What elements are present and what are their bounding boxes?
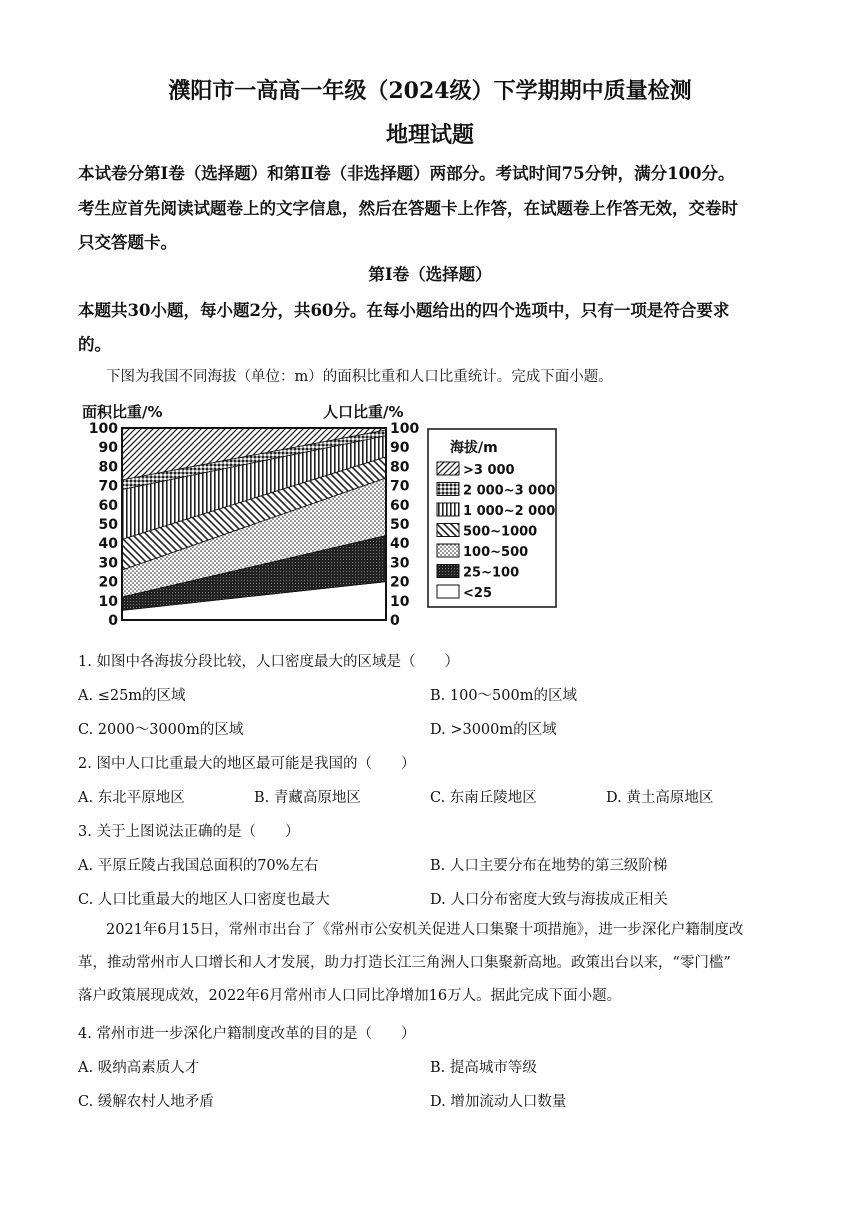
elevation-chart (78, 396, 568, 632)
right-axis-label: 人口比重/% (323, 403, 404, 421)
q1-stem: 1. 如图中各海拔分段比较，人口密度最大的区域是（ ） (78, 654, 459, 670)
right-tick-label: 60 (390, 497, 410, 514)
q2-stem: 2. 图中人口比重最大的地区最可能是我国的（ ） (78, 756, 416, 772)
legend-label: 1 000~2 000 (463, 504, 556, 519)
exam-title: 濮阳市一高高一年级（2024级）下学期期中质量检测 (168, 78, 692, 104)
right-tick-label: 90 (390, 440, 410, 457)
left-axis-label: 面积比重/% (82, 403, 163, 421)
legend-label: 25~100 (463, 565, 520, 581)
legend-label: 100~500 (463, 545, 529, 560)
q4-stem: 4. 常州市进一步深化户籍制度改革的目的是（ ） (78, 1026, 416, 1042)
chart-svg (78, 396, 568, 632)
passage-line-1: 2021年6月15日，常州市出台了《常州市公安机关促进人口集聚十项措施》，进一步深化户籍制度改 (106, 922, 744, 938)
right-tick-label: 50 (390, 517, 410, 533)
q4-option-d[interactable]: D. 增加流动人口数量 (430, 1094, 567, 1110)
left-tick-label: 30 (98, 555, 118, 572)
q3-option-c[interactable]: C. 人口比重最大的地区人口密度也最大 (78, 892, 330, 908)
section-instruction-2: 的。 (78, 335, 111, 354)
legend-swatch (437, 565, 459, 578)
q2-option-d[interactable]: D. 黄土高原地区 (606, 790, 714, 806)
q4-option-a[interactable]: A. 吸纳高素质人才 (78, 1060, 200, 1076)
right-tick-label: 40 (390, 536, 410, 553)
legend-swatch (437, 503, 459, 516)
legend-swatch (437, 462, 459, 475)
legend-swatch (437, 544, 459, 557)
q1-option-d[interactable]: D. >3000m的区域 (430, 722, 557, 738)
q3-option-a[interactable]: A. 平原丘陵占我国总面积的70%左右 (78, 858, 319, 874)
right-tick-label: 20 (390, 574, 410, 591)
q1-option-c[interactable]: C. 2000～3000m的区域 (78, 722, 244, 738)
intro-line-2: 考生应首先阅读试题卷上的文字信息，然后在答题卡上作答，在试题卷上作答无效，交卷时 (78, 199, 738, 218)
section-heading: 第Ⅰ卷（选择题） (368, 265, 492, 284)
intro-line-3: 只交答题卡。 (78, 233, 177, 252)
section-instruction-1: 本题共30小题，每小题2分，共60分。在每小题给出的四个选项中，只有一项是符合要求 (78, 301, 730, 320)
legend-label: >3 000 (463, 463, 515, 478)
q3-option-d[interactable]: D. 人口分布密度大致与海拔成正相关 (430, 892, 668, 908)
q3-option-b[interactable]: B. 人口主要分布在地势的第三级阶梯 (430, 858, 668, 874)
left-tick-label: 100 (88, 421, 118, 437)
legend-swatch (437, 524, 459, 537)
q2-option-a[interactable]: A. 东北平原地区 (78, 790, 185, 806)
right-tick-label: 10 (390, 593, 410, 610)
right-tick-label: 80 (390, 459, 410, 476)
legend-swatch (437, 483, 459, 496)
q4-option-b[interactable]: B. 提高城市等级 (430, 1060, 537, 1076)
q4-option-c[interactable]: C. 缓解农村人地矛盾 (78, 1094, 214, 1110)
legend-title: 海拔/m (450, 440, 498, 456)
passage-line-2: 革，推动常州市人口增长和人才发展，助力打造长江三角洲人口集聚新高地。政策出台以来，“零门槛” (78, 955, 731, 971)
left-tick-label: 60 (98, 497, 118, 514)
right-tick-label: 0 (390, 613, 400, 629)
left-tick-label: 0 (108, 613, 118, 629)
q2-option-b[interactable]: B. 青藏高原地区 (254, 790, 361, 806)
q3-stem: 3. 关于上图说法正确的是（ ） (78, 824, 300, 840)
left-tick-label: 80 (98, 459, 118, 476)
legend-label: 500~1000 (463, 524, 538, 540)
legend-label: <25 (463, 586, 492, 601)
intro-line-1: 本试卷分第Ⅰ卷（选择题）和第Ⅱ卷（非选择题）两部分。考试时间75分钟，满分100分。 (78, 164, 735, 183)
left-tick-label: 70 (98, 478, 118, 495)
left-tick-label: 50 (98, 517, 118, 533)
left-tick-label: 90 (98, 440, 118, 457)
q2-option-c[interactable]: C. 东南丘陵地区 (430, 790, 537, 806)
right-tick-label: 100 (390, 421, 420, 437)
exam-subtitle: 地理试题 (385, 122, 474, 148)
q1-option-b[interactable]: B. 100～500m的区域 (430, 688, 577, 704)
q1-option-a[interactable]: A. ≤25m的区域 (78, 688, 186, 704)
left-tick-label: 20 (98, 574, 118, 591)
left-tick-label: 10 (98, 593, 118, 610)
left-tick-label: 40 (98, 536, 118, 553)
legend-label: 2 000~3 000 (463, 483, 556, 499)
legend-swatch (437, 585, 459, 598)
passage-line-3: 落户政策展现成效，2022年6月常州市人口同比净增加16万人。据此完成下面小题。 (78, 988, 622, 1004)
right-tick-label: 30 (390, 555, 410, 572)
question-stem-intro: 下图为我国不同海拔（单位：m）的面积比重和人口比重统计。完成下面小题。 (106, 369, 613, 385)
right-tick-label: 70 (390, 478, 410, 495)
